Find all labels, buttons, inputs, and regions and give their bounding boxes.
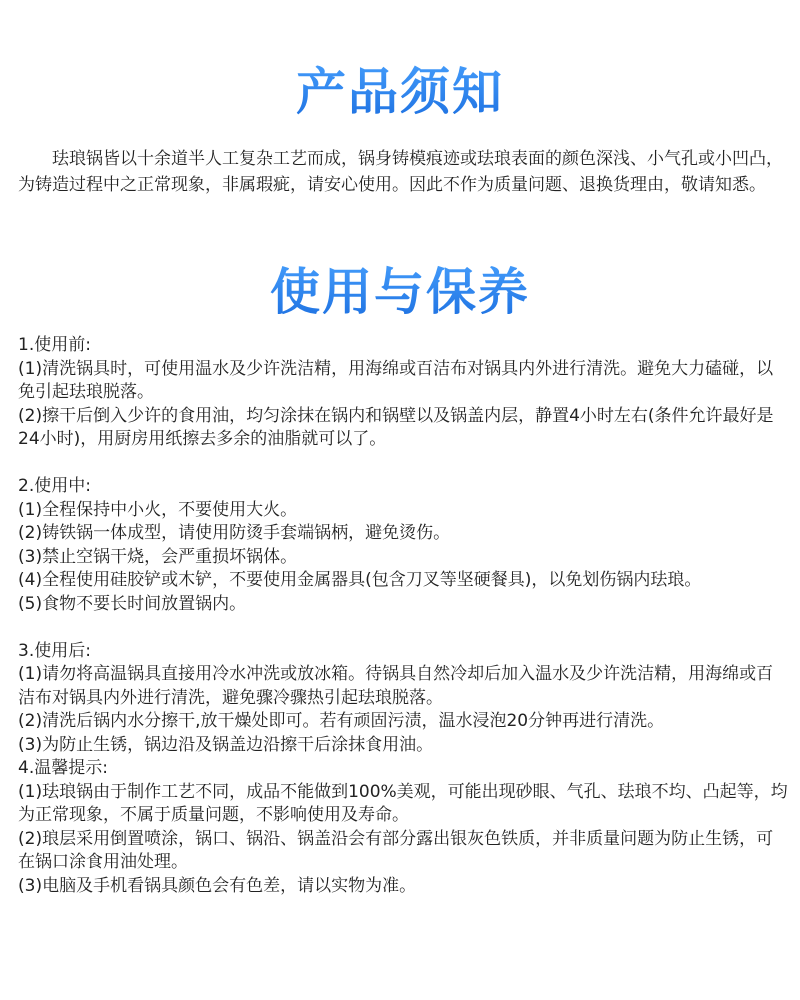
list-item: (2)清洗后锅内水分擦干,放干燥处即可。若有顽固污渍，温水浸泡20分钟再进行清洗。: [18, 711, 665, 731]
section-before-use: [18, 334, 788, 452]
section-heading: 2.使用中:: [18, 476, 91, 496]
list-item: (3)为防止生锈，锅边沿及锅盖边沿擦干后涂抹食用油。: [18, 734, 434, 755]
list-item: (3)电脑及手机看锅具颜色会有色差，请以实物为准。: [18, 875, 417, 896]
care-content: [18, 334, 788, 898]
section-tips: [18, 757, 788, 898]
list-item: (1)清洗锅具时，可使用温水及少许洗洁精，用海绵或百洁布对锅具内外进行清洗。避免大力磕碰，以免引起珐琅脱落。: [18, 358, 774, 402]
list-item: (5)食物不要长时间放置锅内。: [18, 593, 247, 614]
section-heading: 3.使用后:: [18, 640, 91, 661]
list-item: (3)禁止空锅干烧，会严重损坏锅体。: [18, 546, 298, 567]
section-during-use: [18, 475, 788, 616]
list-item: (1)珐琅锅由于制作工艺不同，成品不能做到100%美观，可能出现砂眼、气孔、珐琅不均、凸起等，均为正常现象，不属于质量问题，不影响使用及寿命。: [18, 781, 788, 825]
care-title: 使用与保养: [0, 252, 800, 324]
notice-paragraph: 珐琅锅皆以十余道半人工复杂工艺而成，锅身铸模痕迹或珐琅表面的颜色深浅、小气孔或小凹凸，为铸造过程中之正常现象，非属瑕疵，请安心使用。因此不作为质量问题、退换货理由，敬请知悉。: [18, 149, 783, 195]
list-item: (1)全程保持中小火，不要使用大火。: [18, 499, 298, 520]
list-item: (2)琅层采用倒置喷涂，锅口、锅沿、锅盖沿会有部分露出银灰色铁质，并非质量问题为防止生锈，可在锅口涂食用油处理。: [18, 828, 774, 872]
list-item: (2)擦干后倒入少许的食用油，均匀涂抹在锅内和锅壁以及锅盖内层，静置4小时左右(条件允许最好是24小时)，用厨房用纸擦去多余的油脂就可以了。: [18, 405, 774, 449]
section-heading: 1.使用前:: [18, 335, 91, 355]
list-item: (4)全程使用硅胶铲或木铲，不要使用金属器具(包含刀叉等坚硬餐具)，以免划伤锅内珐琅。: [18, 570, 702, 590]
section-after-use: [18, 640, 788, 758]
notice-paragraph-container: [18, 146, 788, 198]
list-item: (1)请勿将高温锅具直接用冷水冲洗或放冰箱。待锅具自然冷却后加入温水及少许洗洁精，用海绵或百洁布对锅具内外进行清洗，避免骤冷骤热引起珐琅脱落。: [18, 664, 774, 708]
section-heading: 4.温馨提示:: [18, 758, 108, 778]
notice-title: 产品须知: [0, 52, 800, 124]
list-item: (2)铸铁锅一体成型，请使用防烫手套端锅柄，避免烫伤。: [18, 523, 451, 543]
